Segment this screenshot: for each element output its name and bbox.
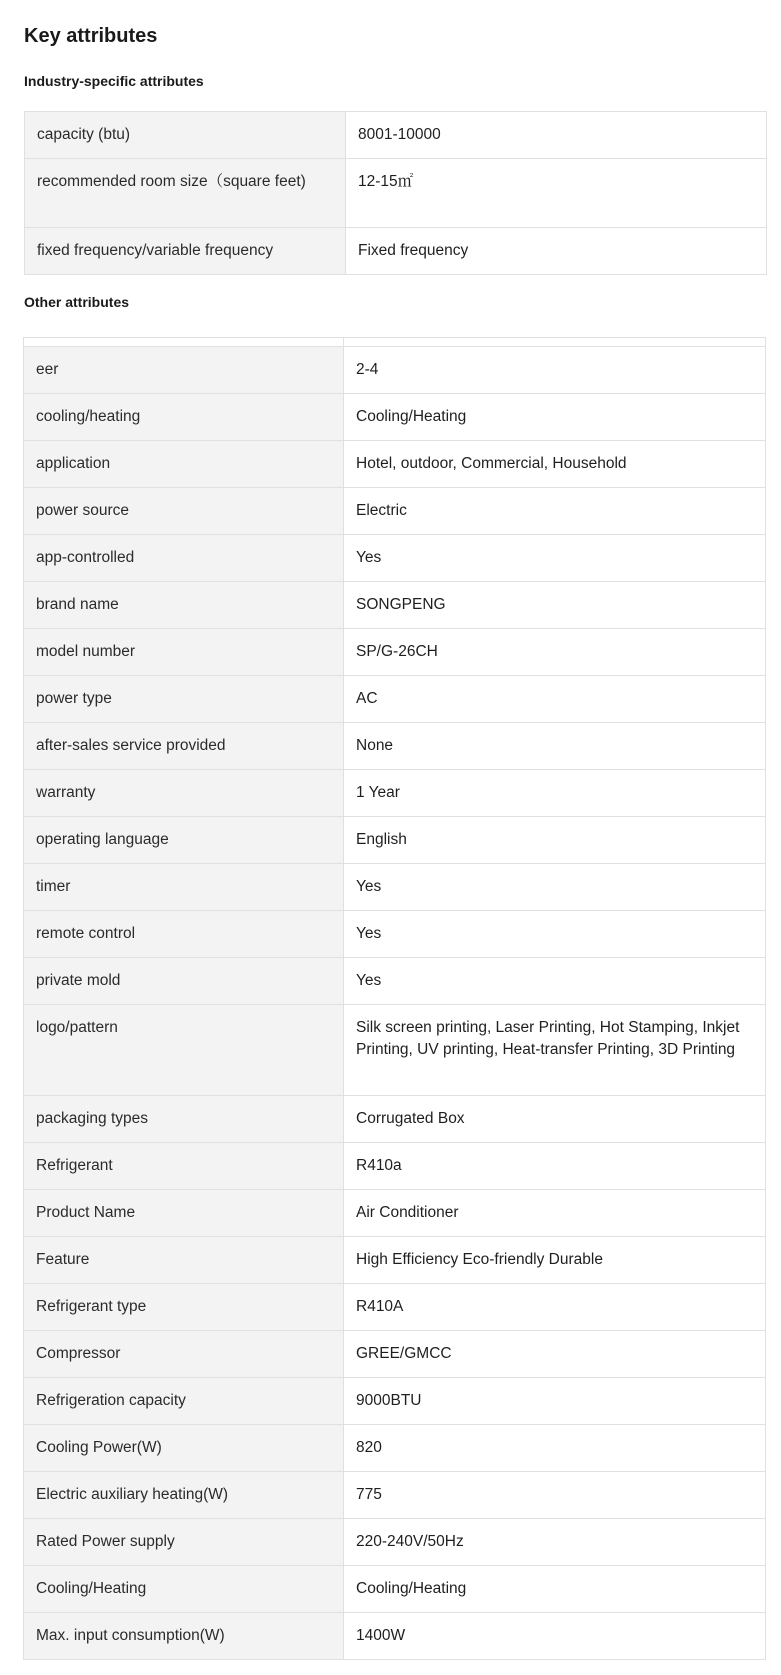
industry-attributes-table (24, 111, 767, 275)
table-row (24, 1143, 766, 1190)
table-row (24, 394, 766, 441)
attribute-key: brand name (24, 582, 344, 629)
table-row (24, 1519, 766, 1566)
table-row (24, 770, 766, 817)
table-row (24, 1331, 766, 1378)
attribute-value: Yes (344, 535, 766, 582)
attribute-value: 12-15㎡ (346, 159, 767, 228)
table-row (24, 441, 766, 488)
attribute-value: Yes (344, 864, 766, 911)
attribute-value: Silk screen printing, Laser Printing, Hot Stamping, Inkjet Printing, UV printing, Heat-transfer Printing, 3D Printing (344, 1005, 766, 1096)
attribute-key: Compressor (24, 1331, 344, 1378)
table-row (24, 1378, 766, 1425)
attribute-value: Air Conditioner (344, 1190, 766, 1237)
attribute-key: logo/pattern (24, 1005, 344, 1096)
attribute-key: Electric auxiliary heating(W) (24, 1472, 344, 1519)
attribute-key: Cooling Power(W) (24, 1425, 344, 1472)
attribute-key: eer (24, 347, 344, 394)
attribute-value: R410A (344, 1284, 766, 1331)
table-row (24, 629, 766, 676)
table-row (24, 1005, 766, 1096)
table-row (24, 676, 766, 723)
attribute-key: recommended room size（square feet) (25, 159, 346, 228)
attribute-key: fixed frequency/variable frequency (25, 228, 346, 275)
attribute-value: High Efficiency Eco-friendly Durable (344, 1237, 766, 1284)
table-row (24, 1566, 766, 1613)
table-row (24, 1425, 766, 1472)
attribute-value: English (344, 817, 766, 864)
table-row (24, 864, 766, 911)
attribute-key: Rated Power supply (24, 1519, 344, 1566)
table-row (24, 488, 766, 535)
table-row (25, 228, 767, 275)
attribute-value: Cooling/Heating (344, 394, 766, 441)
attribute-value: 1400W (344, 1613, 766, 1660)
attribute-value: 775 (344, 1472, 766, 1519)
attribute-value: Yes (344, 911, 766, 958)
attribute-value: 9000BTU (344, 1378, 766, 1425)
attribute-value: 220-240V/50Hz (344, 1519, 766, 1566)
attribute-key: Max. input consumption(W) (24, 1613, 344, 1660)
table-row (24, 911, 766, 958)
other-attributes-heading: Other attributes (24, 294, 130, 310)
attribute-key: timer (24, 864, 344, 911)
table-row (24, 723, 766, 770)
table-row (24, 1472, 766, 1519)
table-row (24, 1237, 766, 1284)
attribute-key: Product Name (24, 1190, 344, 1237)
page-title: Key attributes (24, 25, 158, 47)
table-spacer-row (24, 338, 766, 347)
table-row (25, 112, 767, 159)
attribute-key: warranty (24, 770, 344, 817)
attribute-value: Electric (344, 488, 766, 535)
table-row (24, 347, 766, 394)
attribute-value: Yes (344, 958, 766, 1005)
attribute-value: Hotel, outdoor, Commercial, Household (344, 441, 766, 488)
attribute-key: power source (24, 488, 344, 535)
attribute-key: Refrigerant type (24, 1284, 344, 1331)
attribute-value: None (344, 723, 766, 770)
table-row (24, 1284, 766, 1331)
attribute-value: AC (344, 676, 766, 723)
attribute-key: power type (24, 676, 344, 723)
table-row (25, 159, 767, 228)
attribute-key: model number (24, 629, 344, 676)
attribute-key: app-controlled (24, 535, 344, 582)
other-attributes-table (23, 337, 766, 1660)
attribute-key: Cooling/Heating (24, 1566, 344, 1613)
attribute-value: 8001-10000 (346, 112, 767, 159)
attribute-key: Refrigerant (24, 1143, 344, 1190)
attribute-value: SP/G-26CH (344, 629, 766, 676)
attribute-key: packaging types (24, 1096, 344, 1143)
attribute-value: R410a (344, 1143, 766, 1190)
attribute-value: Cooling/Heating (344, 1566, 766, 1613)
table-row (24, 1096, 766, 1143)
attribute-value: Corrugated Box (344, 1096, 766, 1143)
attribute-key: remote control (24, 911, 344, 958)
attribute-key: cooling/heating (24, 394, 344, 441)
attribute-key: Feature (24, 1237, 344, 1284)
attribute-key: capacity (btu) (25, 112, 346, 159)
attribute-key: Refrigeration capacity (24, 1378, 344, 1425)
table-row (24, 1190, 766, 1237)
attribute-value: SONGPENG (344, 582, 766, 629)
table-row (24, 582, 766, 629)
attribute-key: private mold (24, 958, 344, 1005)
attribute-value: GREE/GMCC (344, 1331, 766, 1378)
table-row (24, 1613, 766, 1660)
attribute-key: operating language (24, 817, 344, 864)
industry-attributes-heading: Industry-specific attributes (24, 73, 204, 89)
attribute-value: 820 (344, 1425, 766, 1472)
table-row (24, 817, 766, 864)
attribute-value: Fixed frequency (346, 228, 767, 275)
attribute-key: after-sales service provided (24, 723, 344, 770)
attribute-value: 1 Year (344, 770, 766, 817)
attribute-key: application (24, 441, 344, 488)
table-row (24, 958, 766, 1005)
attribute-value: 2-4 (344, 347, 766, 394)
table-row (24, 535, 766, 582)
